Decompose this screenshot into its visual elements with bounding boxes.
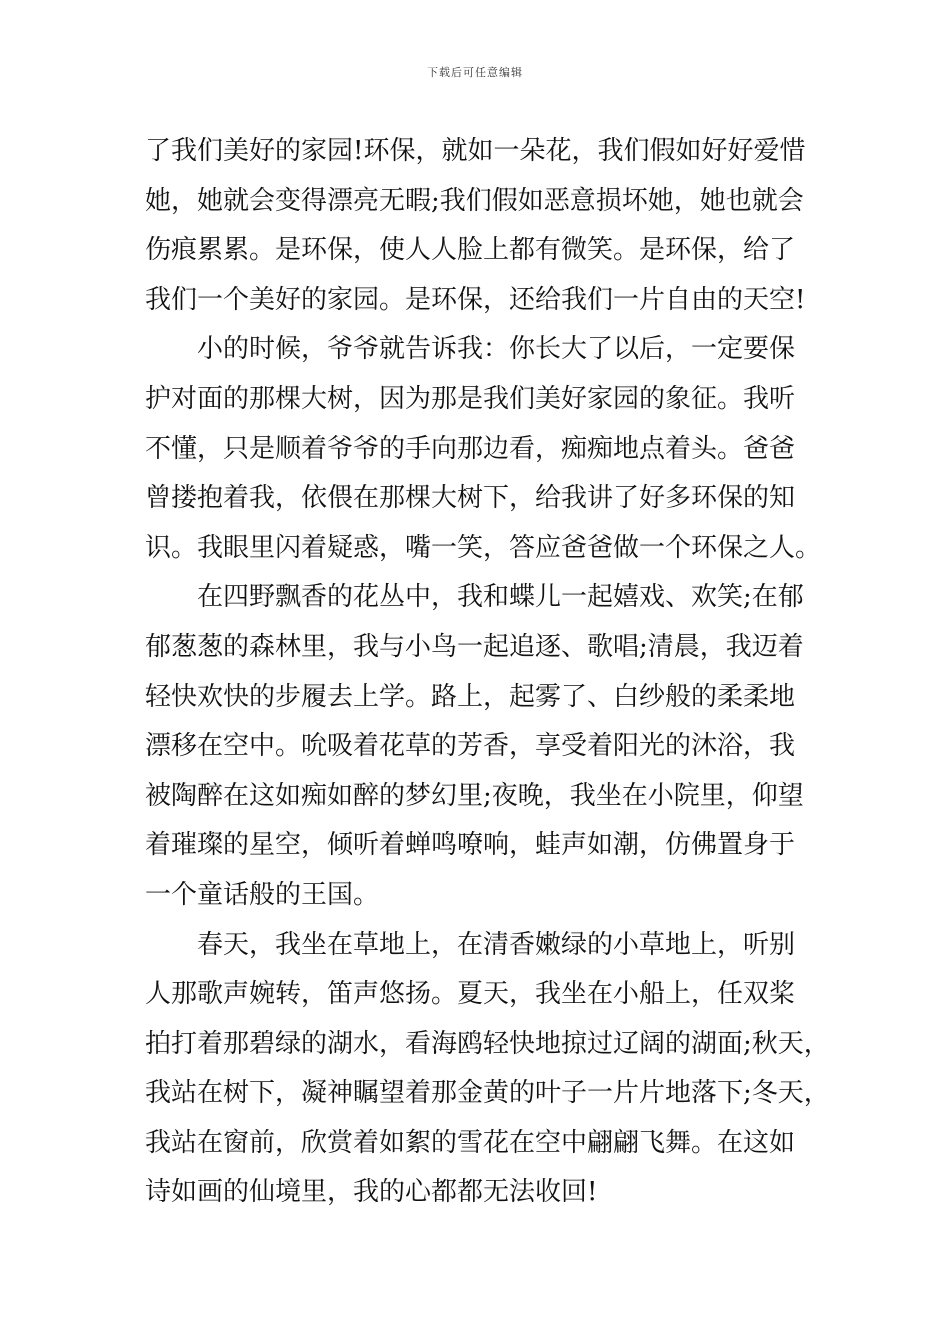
page-header: 下载后可任意编辑	[427, 66, 523, 79]
text-line: 伤痕累累。是环保，使人人脸上都有微笑。是环保，给了	[145, 235, 796, 266]
text-line: 在四野飘香的花丛中，我和蝶儿一起嬉戏、欢笑;在郁	[145, 582, 804, 613]
text-line: 护对面的那棵大树，因为那是我们美好家园的象征。我听	[145, 383, 796, 414]
document-body	[145, 127, 830, 1218]
text-line: 诗如画的仙境里，我的心都都无法收回!	[145, 1177, 598, 1208]
text-line: 郁葱葱的森林里，我与小鸟一起追逐、歌唱;清晨，我迈着	[145, 631, 804, 662]
text-line: 我站在树下，凝神瞩望着那金黄的叶子一片片地落下;冬天，	[145, 1078, 830, 1109]
text-line: 被陶醉在这如痴如醉的梦幻里;夜晚，我坐在小院里，仰望	[145, 780, 804, 811]
text-line: 人那歌声婉转，笛声悠扬。夏天，我坐在小船上，任双桨	[145, 979, 796, 1010]
text-line: 一个童话般的王国。	[145, 879, 380, 910]
text-line: 她，她就会变得漂亮无暇;我们假如恶意损坏她，她也就会	[145, 185, 804, 216]
text-line: 轻快欢快的步履去上学。路上，起雾了、白纱般的柔柔地	[145, 681, 796, 712]
text-line: 不懂，只是顺着爷爷的手向那边看，痴痴地点着头。爸爸	[145, 433, 796, 464]
text-line: 漂移在空中。吮吸着花草的芳香，享受着阳光的沐浴，我	[145, 731, 796, 762]
text-line: 曾搂抱着我，依偎在那棵大树下，给我讲了好多环保的知	[145, 483, 796, 514]
text-line: 小的时候，爷爷就告诉我：你长大了以后，一定要保	[145, 334, 796, 365]
text-line: 拍打着那碧绿的湖水，看海鸥轻快地掠过辽阔的湖面;秋天，	[145, 1028, 830, 1059]
text-line: 春天，我坐在草地上，在清香嫩绿的小草地上，听别	[145, 929, 796, 960]
text-line: 我们一个美好的家园。是环保，还给我们一片自由的天空!	[145, 284, 806, 315]
text-line: 我站在窗前，欣赏着如絮的雪花在空中翩翩飞舞。在这如	[145, 1127, 796, 1158]
text-line: 识。我眼里闪着疑惑，嘴一笑，答应爸爸做一个环保之人。	[145, 532, 822, 563]
text-line: 了我们美好的家园!环保，就如一朵花，我们假如好好爱惜	[145, 136, 806, 166]
text-line: 着璀璨的星空，倾听着蝉鸣嘹响，蛙声如潮，仿佛置身于	[145, 830, 796, 861]
